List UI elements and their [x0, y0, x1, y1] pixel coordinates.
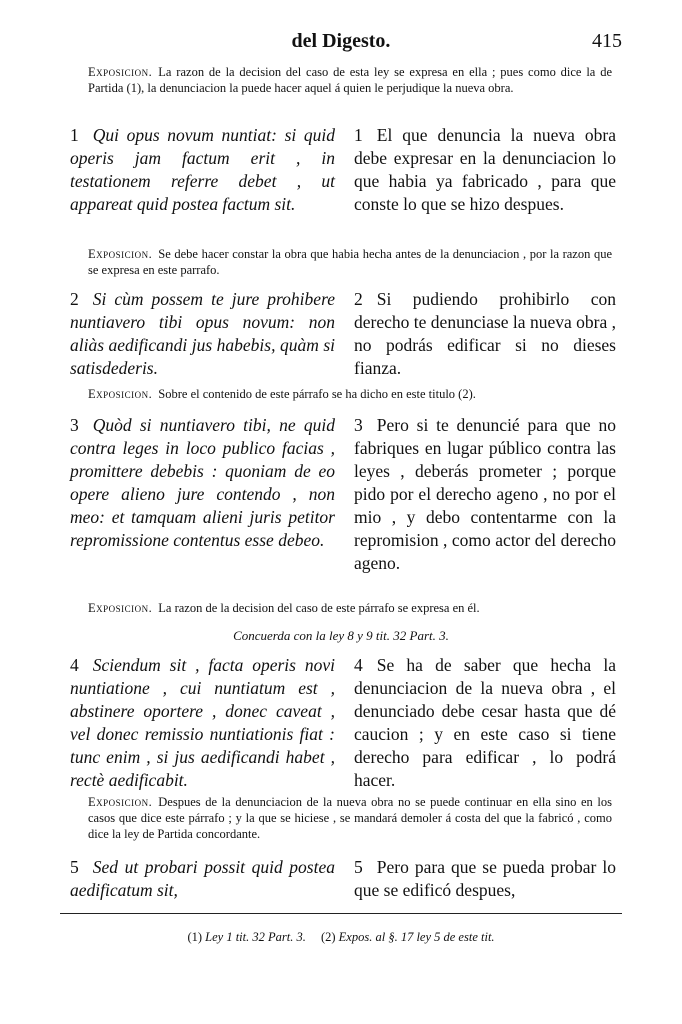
paragraph-number: 2 — [70, 289, 79, 309]
spanish-paragraph — [354, 856, 616, 902]
running-head — [60, 30, 622, 56]
exposicion-note — [88, 386, 612, 402]
exposicion-note — [88, 794, 612, 842]
exposicion-text: Se debe hacer constar la obra que habia hecha antes de la denunciacion , por la razon que se expresa en este parrafo. — [88, 247, 612, 277]
paragraph-number: 1 — [70, 125, 79, 145]
spanish-text: Se ha de saber que hecha la denunciacion de la nueva obra , el denunciado debe cesar hasta que dé caucion ; y en este caso si tiene derecho para edificar , lo podrá hacer. — [354, 655, 616, 790]
exposicion-label: Exposicion. — [88, 795, 153, 809]
latin-text: Qui opus novum nuntiat: si quid operis jam factum erit , in testationem referre debet , ut appareat quid postea factum sit. — [70, 125, 335, 214]
footnotes — [60, 930, 622, 945]
footnote-text: Expos. al §. 17 ley 5 de este tit. — [338, 930, 495, 944]
latin-paragraph — [70, 856, 335, 902]
footnote-text: Ley 1 tit. 32 Part. 3. — [205, 930, 306, 944]
footnote-rule — [60, 913, 622, 914]
latin-text: Quòd si nuntiavero tibi, ne quid contra leges in loco publico facias , promittere debebis : quoniam de eo opere alieno jure contendo , non meo: et tamquam alieni juris petitor repromissione contentus esse debeo. — [70, 415, 335, 550]
spanish-text: Pero si te denuncié para que no fabriques en lugar público contra las leyes , deberás prometer ; porque pido por el derecho ageno , no por el mio , y debo contentarme con la repromision , como actor del derecho ageno. — [354, 415, 616, 573]
latin-text: Sed ut probari possit quid postea aedificatum sit, — [70, 857, 335, 900]
footnote — [187, 930, 309, 944]
footnote-mark: (1) — [187, 930, 203, 944]
exposicion-text: Despues de la denunciacion de la nueva obra no se puede continuar en ella sino en los casos que dice este párrafo ; y la que se hiciese , se mandará demoler á costa del que la fabricó , como dice la ley de Partida concordante. — [88, 795, 612, 841]
exposicion-label: Exposicion. — [88, 387, 153, 401]
paragraph-number: 4 — [354, 655, 363, 675]
latin-paragraph — [70, 124, 335, 216]
exposicion-label: Exposicion. — [88, 65, 153, 79]
page-number: 415 — [592, 30, 622, 52]
exposicion-text: La razon de la decision del caso de esta ley se expresa en ella ; pues como dice la de Partida (1), la denunciacion la puede hacer aquel á quien le perjudique la nueva obra. — [88, 65, 612, 95]
paragraph-number: 5 — [70, 857, 79, 877]
latin-text: Sciendum sit , facta operis novi nuntiatione , cui nuntiatum est , abstinere oportere , donec caveat , vel donec remissio nuntiationis fiat : tunc enim , si jus aedificandi habet , rectè aedificabit. — [70, 655, 335, 790]
exposicion-note — [88, 246, 612, 278]
paragraph-number: 3 — [354, 415, 363, 435]
footnote — [321, 930, 495, 944]
concordance-note: Concuerda con la ley 8 y 9 tit. 32 Part. 3. — [233, 628, 449, 643]
latin-paragraph — [70, 654, 335, 792]
spanish-text: Si pudiendo prohibirlo con derecho te denunciase la nueva obra , no podrás edificar si no dieses fianza. — [354, 289, 616, 378]
spanish-paragraph — [354, 124, 616, 216]
spanish-paragraph — [354, 654, 616, 792]
spanish-text: El que denuncia la nueva obra debe expresar en la denunciacion lo que habia ya fabricado , para que conste lo que se hizo despues. — [354, 125, 616, 214]
spanish-text: Pero para que se pueda probar lo que se edificó despues, — [354, 857, 616, 900]
exposicion-note — [88, 64, 612, 96]
running-title: del Digesto. — [291, 30, 391, 52]
paragraph-number: 1 — [354, 125, 363, 145]
paragraph-number: 5 — [354, 857, 363, 877]
exposicion-label: Exposicion. — [88, 601, 153, 615]
latin-text: Si cùm possem te jure prohibere nuntiavero tibi opus novum: non aliàs aedificandi jus habebis, quàm si satisdederis. — [70, 289, 335, 378]
paragraph-number: 3 — [70, 415, 79, 435]
paragraph-number: 4 — [70, 655, 79, 675]
paragraph-number: 2 — [354, 289, 363, 309]
latin-paragraph — [70, 288, 335, 380]
latin-paragraph — [70, 414, 335, 552]
exposicion-note — [88, 600, 612, 616]
spanish-paragraph — [354, 288, 616, 380]
exposicion-text: Sobre el contenido de este párrafo se ha dicho en este titulo (2). — [158, 387, 476, 401]
exposicion-text: La razon de la decision del caso de este párrafo se expresa en él. — [158, 601, 480, 615]
exposicion-label: Exposicion. — [88, 247, 153, 261]
footnote-mark: (2) — [320, 930, 336, 944]
spanish-paragraph — [354, 414, 616, 575]
